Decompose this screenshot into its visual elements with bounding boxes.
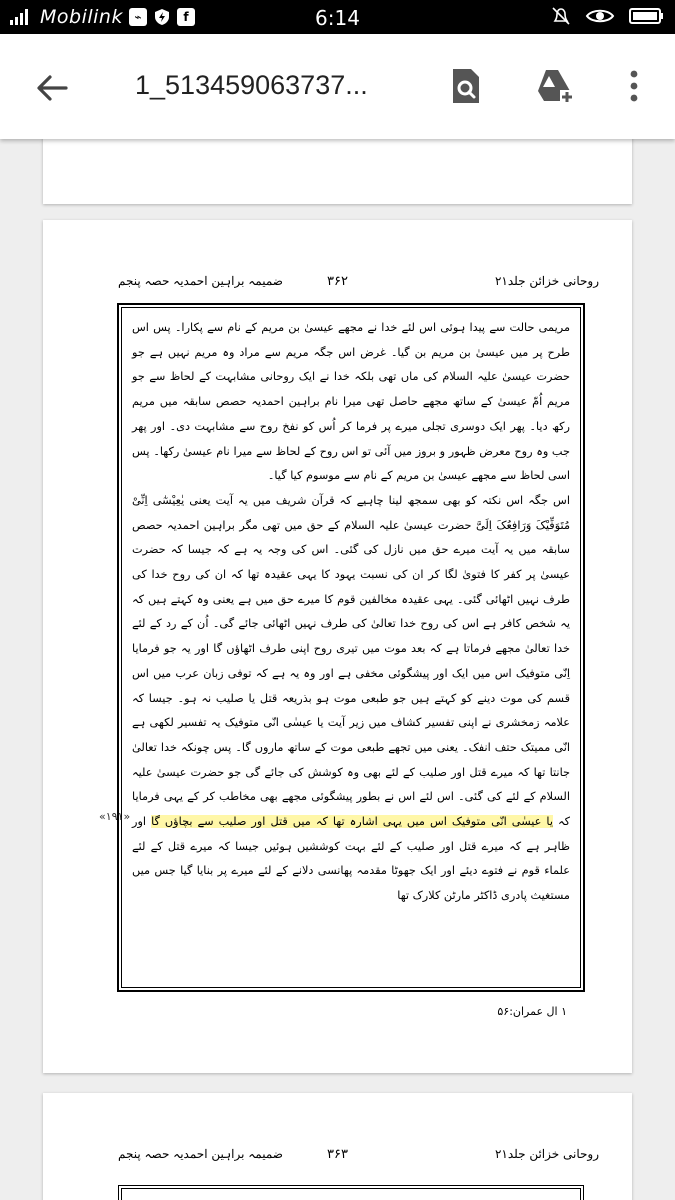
app-toolbar	[0, 34, 675, 139]
document-search-icon	[444, 64, 488, 108]
arrow-left-icon	[30, 66, 74, 110]
page-header-volume: روحانی خزائن جلد۲۱	[494, 274, 599, 288]
battery-icon	[629, 7, 665, 25]
next-page-header-volume: روحانی خزائن جلد۲۱	[494, 1147, 599, 1161]
next-page-text-frame	[118, 1185, 584, 1200]
more-vert-icon	[612, 64, 656, 108]
paragraph-2-text: اس جگہ اس نکتہ کو بھی سمجھ لینا چاہیے کہ قرآن شریف میں یہ آیت یعنی یٰعِیْسٰٓی اِنِّیْ مُتَوَفِّیْکَ وَرَافِعُکَ اِلَیَّ حضرت عیسیٰ علیہ السلام کے حق میں تھی مگر براہین احمدیہ حصص سابقہ میں یہ آیت میرے حق میں نازل کی گئی۔ اس کی وجہ یہ ہے کہ جیسا کہ حضرت عیسیٰ پر کفر کا فتویٰ لگا کر ان کی نسبت یہود کا یہی عقیدہ تھا کہ ان کی روح خدا کی طرف نہیں اٹھائی گئی۔ یہی عقیدہ مخالفین قوم کا میرے حق میں ہے یعنی وہ کہتے ہیں کہ یہ شخص کافر ہے اس کی روح خدا تعالیٰ کی طرف نہیں اٹھائی جائے گی۔ اُن کے رد کے لئے خدا تعالیٰ مجھے فرماتا ہے کہ بعد موت میں تیری روح اپنی طرف اٹھاؤں گا اور یہ جو فرمایا اِنّی متوفیک اس میں ایک اور پیشگوئی مخفی ہے اور وہ یہ ہے کہ توفی زبان عرب میں اس قسم کی موت دینے کو کہتے ہیں جو طبعی موت ہو بذریعہ قتل یا صلیب نہ ہو۔ جیسا کہ علامہ زمخشری نے اپنی تفسیر کشاف میں زیر آیت یا عیسٰی انّی متوفیک یہ تفسیر لکھی ہے انّی ممیتک حتف انفک۔ یعنی میں تجھے طبعی موت کے ساتھ ماروں گا۔ پس چونکہ خدا تعالیٰ جانتا تھا کہ میرے قتل اور صلیب کے لئے بھی وہ کوشش کی جائے گی جو حضرت عیسیٰ علیہ السلام کے لئے کی گئی۔ اس لئے اس نے بطور پیشگوئی مجھے بھی مخاطب کر کے یہی فرمایا کہ	[132, 493, 571, 829]
clock: 6:14	[315, 6, 360, 30]
next-page-number: ۳۶۳	[327, 1147, 348, 1162]
paragraph-2	[132, 489, 570, 909]
back-button[interactable]	[30, 66, 74, 110]
add-to-drive-icon	[532, 64, 576, 108]
carrier-name: Mobilink	[40, 6, 123, 28]
add-to-drive-button[interactable]	[532, 64, 576, 108]
document-page	[43, 220, 632, 1073]
facebook-icon: f	[177, 8, 195, 26]
text-frame	[118, 304, 584, 991]
margin-page-marker: «۱۹۱»	[99, 810, 131, 823]
page-header-book: ضمیمہ براہین احمدیہ حصہ پنجم	[118, 274, 283, 288]
find-in-document-button[interactable]	[444, 64, 488, 108]
highlighted-passage: یا عیسٰی انّی متوفیک اس میں یہی اشارہ تھا کہ میں قتل اور صلیب سے بچاؤں گا	[151, 815, 554, 829]
messenger-icon: ⌁	[129, 8, 147, 26]
status-bar	[0, 0, 675, 34]
status-right	[551, 6, 665, 26]
next-page-header-book: ضمیمہ براہین احمدیہ حصہ پنجم	[118, 1147, 283, 1161]
alarm-off-icon	[551, 6, 571, 26]
page-body	[132, 316, 570, 909]
paragraph-3-text: اور ظاہر ہے کہ میرے قتل اور صلیب کے لئے بہت کوششیں ہوئیں جیسا کہ میرے قتل کے لئے علماء قوم نے فتوے دیئے اور ایک جھوٹا مقدمہ پھانسی دلانے کے لئے میرے پر بنایا گیا جس میں مستغیث پادری ڈاکٹر مارٹن کلارک تھا	[132, 815, 570, 903]
paragraph-1: مریمی حالت سے پیدا ہوئی اس لئے خدا نے مجھے عیسیٰ بن مریم کے نام سے پکارا۔ پس اس طرح پر میں عیسیٰ بن مریم بن گیا۔ غرض اس جگہ مریم سے مراد وہ مریم نہیں ہے جو حضرت عیسیٰ علیہ السلام کی ماں تھی بلکہ خدا نے ایک روحانی مشابہت کے لحاظ سے جو مریم اُمّ عیسیٰ کے ساتھ مجھے حاصل تھی میرا نام براہین احمدیہ حصص سابقہ میں مریم رکھ دیا۔ پھر ایک دوسری تجلی میرے پر فرما کر اُس کو نفخ روح سے مشابہت دی۔ اور پھر جب وہ روح معرض ظہور و بروز میں آئی تو اس روح کے لحاظ سے میرا نام عیسیٰ رکھا۔ پس اسی لحاظ سے مجھے عیسیٰ بن مریم کے نام سے موسوم کیا گیا۔	[132, 321, 570, 483]
more-options-button[interactable]	[612, 64, 656, 108]
footnote: ۱ ال عمران:۵۶	[497, 1005, 567, 1018]
page-number: ۳۶۲	[327, 274, 348, 289]
document-title: 1_513459063737...	[135, 70, 368, 100]
next-page	[43, 1093, 632, 1200]
eye-icon	[585, 7, 615, 25]
